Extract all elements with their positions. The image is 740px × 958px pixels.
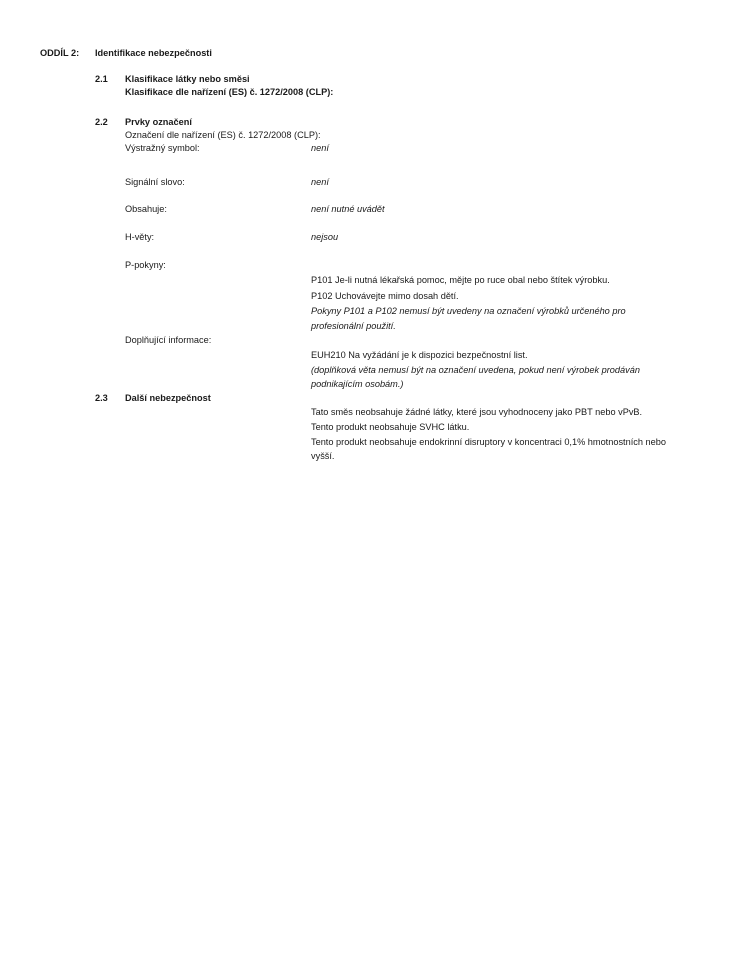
section-title: Identifikace nebezpečnosti xyxy=(95,48,212,58)
other-hazard-line-svhc: Tento produkt neobsahuje SVHC látku. xyxy=(311,422,470,432)
other-hazard-line-endocrine-cont: vyšší. xyxy=(311,451,335,461)
subsection-title-2-1: Klasifikace látky nebo směsi xyxy=(125,74,250,84)
subsection-number-2-2: 2.2 xyxy=(95,117,108,127)
euh210-note-line1: (doplňková věta nemusí být na označení uvedena, pokud není výrobek prodáván xyxy=(311,365,640,375)
p-statement-note-line2: profesionální použití. xyxy=(311,321,396,331)
other-hazard-line-pbt: Tato směs neobsahuje žádné látky, které jsou vyhodnoceny jako PBT nebo vPvB. xyxy=(311,407,643,417)
field-value-h-statements: nejsou xyxy=(311,232,339,242)
field-label-pictogram: Výstražný symbol: xyxy=(125,143,200,153)
p-statement-p102: P102 Uchovávejte mimo dosah dětí. xyxy=(311,291,459,301)
subsection-number-2-3: 2.3 xyxy=(95,393,108,403)
field-label-h-statements: H-věty: xyxy=(125,232,155,242)
field-label-supplementary-info: Doplňující informace: xyxy=(125,335,212,345)
field-label-contains: Obsahuje: xyxy=(125,204,167,214)
subsection-number-2-1: 2.1 xyxy=(95,74,108,84)
subsection-title-2-2: Prvky označení xyxy=(125,117,192,127)
field-value-signal-word: není xyxy=(311,177,329,187)
p-statement-p101: P101 Je-li nutná lékařská pomoc, mějte po ruce obal nebo štítek výrobku. xyxy=(311,275,610,285)
field-value-contains: není nutné uvádět xyxy=(311,204,385,214)
field-label-signal-word: Signální slovo: xyxy=(125,177,185,187)
subsection-title-2-3: Další nebezpečnost xyxy=(125,393,211,403)
field-value-pictogram: není xyxy=(311,143,329,153)
labelling-clp-heading: Označení dle nařízení (ES) č. 1272/2008 (CLP): xyxy=(125,130,321,140)
classification-clp-heading: Klasifikace dle nařízení (ES) č. 1272/2008 (CLP): xyxy=(125,87,334,97)
field-label-p-statements: P-pokyny: xyxy=(125,260,166,270)
other-hazard-line-endocrine: Tento produkt neobsahuje endokrinní disruptory v koncentraci 0,1% hmotnostních nebo xyxy=(311,437,666,447)
section-label: ODDÍL 2: xyxy=(40,48,80,58)
p-statement-note-line1: Pokyny P101 a P102 nemusí být uvedeny na označení výrobků určeného pro xyxy=(311,306,626,316)
euh210-note-line2: podnikajícím osobám.) xyxy=(311,379,404,389)
euh210-statement: EUH210 Na vyžádání je k dispozici bezpečnostní list. xyxy=(311,350,528,360)
